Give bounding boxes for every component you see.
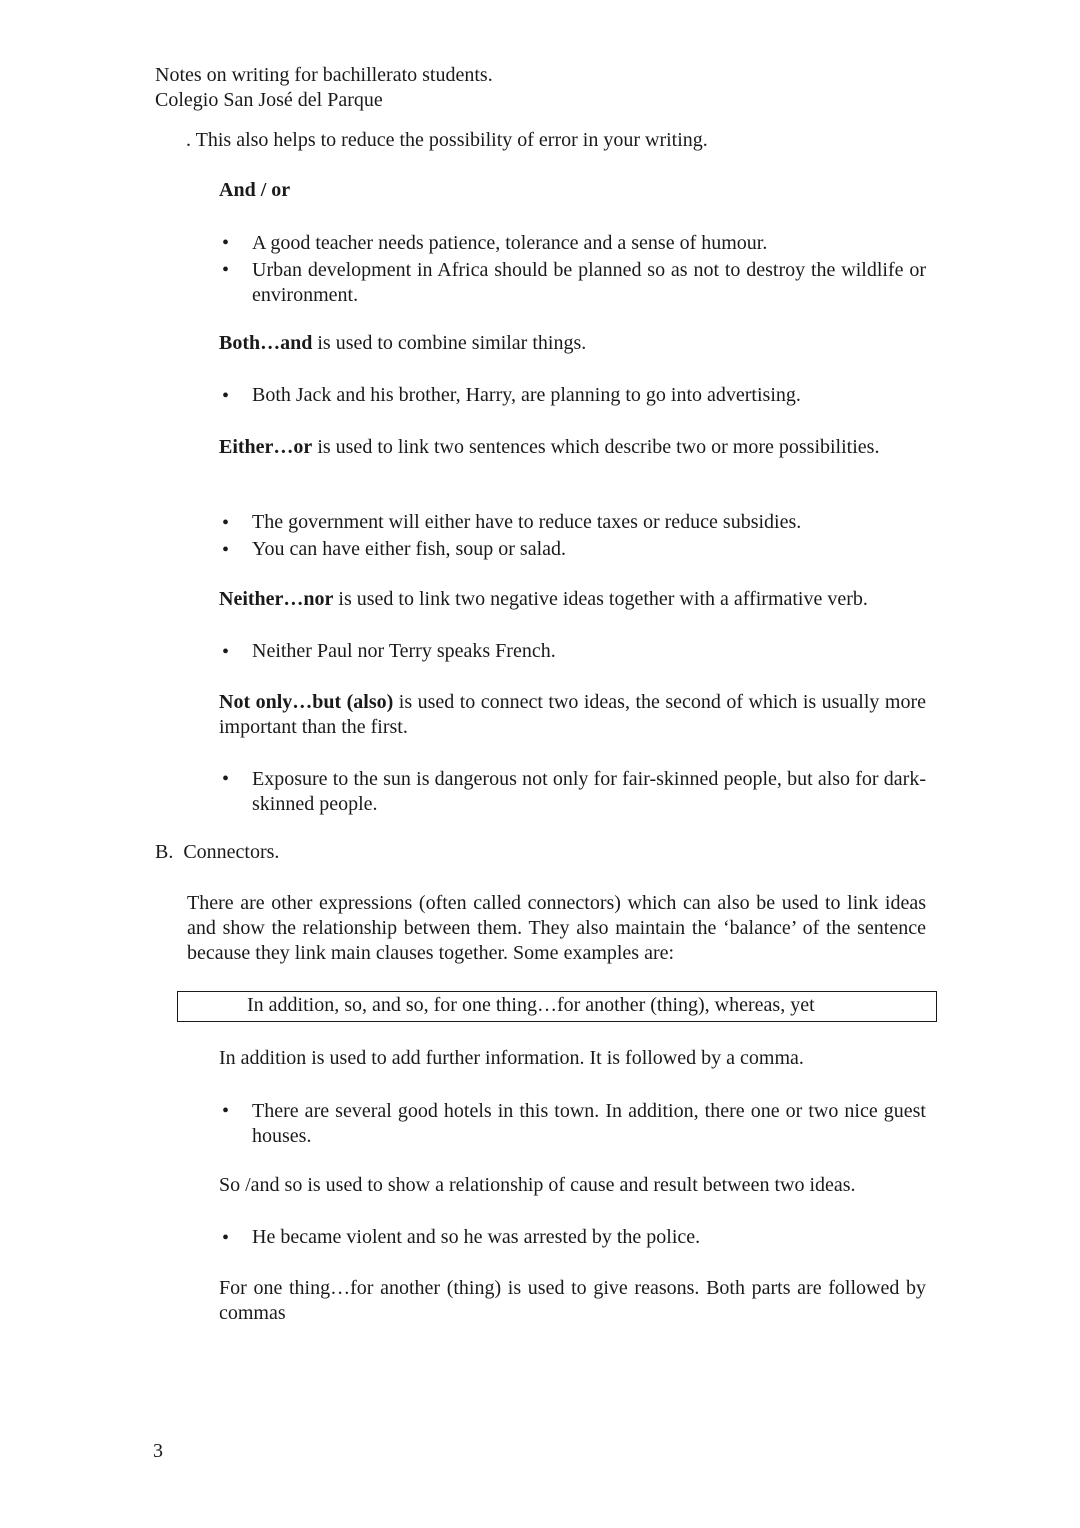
- bullet-icon: •: [222, 385, 230, 407]
- list-item: Neither Paul nor Terry speaks French.: [252, 640, 556, 662]
- bullet-icon: •: [222, 768, 230, 790]
- and-or-heading: [219, 179, 290, 202]
- for-one-thing-paragraph: For one thing…for another (thing) is used to give reasons. Both parts are followed by commas: [219, 1277, 926, 1324]
- bullet-icon: •: [222, 259, 230, 281]
- neither-nor-term: Neither…nor: [219, 588, 334, 610]
- not-only-paragraph: [219, 690, 926, 740]
- list-item: You can have either fish, soup or salad.: [252, 538, 567, 560]
- bullet-icon: •: [222, 1227, 230, 1249]
- both-and-description: is used to combine similar things.: [312, 332, 587, 354]
- either-or-paragraph: [219, 435, 926, 460]
- list-item: The government will either have to reduce taxes or reduce subsidies.: [252, 511, 802, 533]
- section-b-heading: B. Connectors.: [155, 841, 280, 863]
- list-item: A good teacher needs patience, tolerance and a sense of humour.: [252, 232, 768, 254]
- and-or-heading-text: And / or: [219, 179, 291, 201]
- list-item: He became violent and so he was arrested by the police.: [252, 1226, 701, 1248]
- so-and-so-paragraph: So /and so is used to show a relationship of cause and result between two ideas.: [219, 1174, 856, 1196]
- page-number: 3: [153, 1440, 163, 1462]
- not-only-description: is used to connect two ideas, the second of which is usually more important than the first.: [219, 691, 926, 738]
- in-addition-paragraph: In addition is used to add further information. It is followed by a comma.: [219, 1047, 804, 1069]
- either-or-description: is used to link two sentences which describe two or more possibilities.: [312, 436, 880, 458]
- header-line-2: Colegio San José del Parque: [155, 89, 383, 111]
- header-line-1: Notes on writing for bachillerato students.: [155, 64, 493, 86]
- not-only-term: Not only…but (also): [219, 691, 394, 713]
- list-item: Urban development in Africa should be planned so as not to destroy the wildlife or environment.: [252, 259, 926, 306]
- neither-nor-paragraph: [219, 588, 868, 611]
- both-and-term: Both…and: [219, 332, 313, 354]
- intro-line: . This also helps to reduce the possibility of error in your writing.: [186, 129, 708, 151]
- bullet-icon: •: [222, 641, 230, 663]
- bullet-icon: •: [222, 1100, 230, 1122]
- bullet-icon: •: [222, 232, 230, 254]
- section-b-paragraph: There are other expressions (often called connectors) which can also be used to link ideas and show the relationship between them. They also maintain the ‘balance’ of the sentence because they link main clauses together. Some examples are:: [187, 892, 926, 964]
- bullet-icon: •: [222, 539, 230, 561]
- connectors-box: [177, 991, 937, 1022]
- neither-nor-description: is used to link two negative ideas together with a affirmative verb.: [333, 588, 868, 610]
- connectors-box-text: In addition, so, and so, for one thing…for another (thing), whereas, yet: [247, 994, 815, 1016]
- bullet-icon: •: [222, 512, 230, 534]
- list-item: There are several good hotels in this town. In addition, there one or two nice guest houses.: [252, 1100, 926, 1147]
- both-and-paragraph: [219, 332, 586, 355]
- list-item: Exposure to the sun is dangerous not only for fair-skinned people, but also for dark-skinned people.: [252, 768, 926, 815]
- either-or-term: Either…or: [219, 436, 313, 458]
- list-item: Both Jack and his brother, Harry, are planning to go into advertising.: [252, 384, 801, 406]
